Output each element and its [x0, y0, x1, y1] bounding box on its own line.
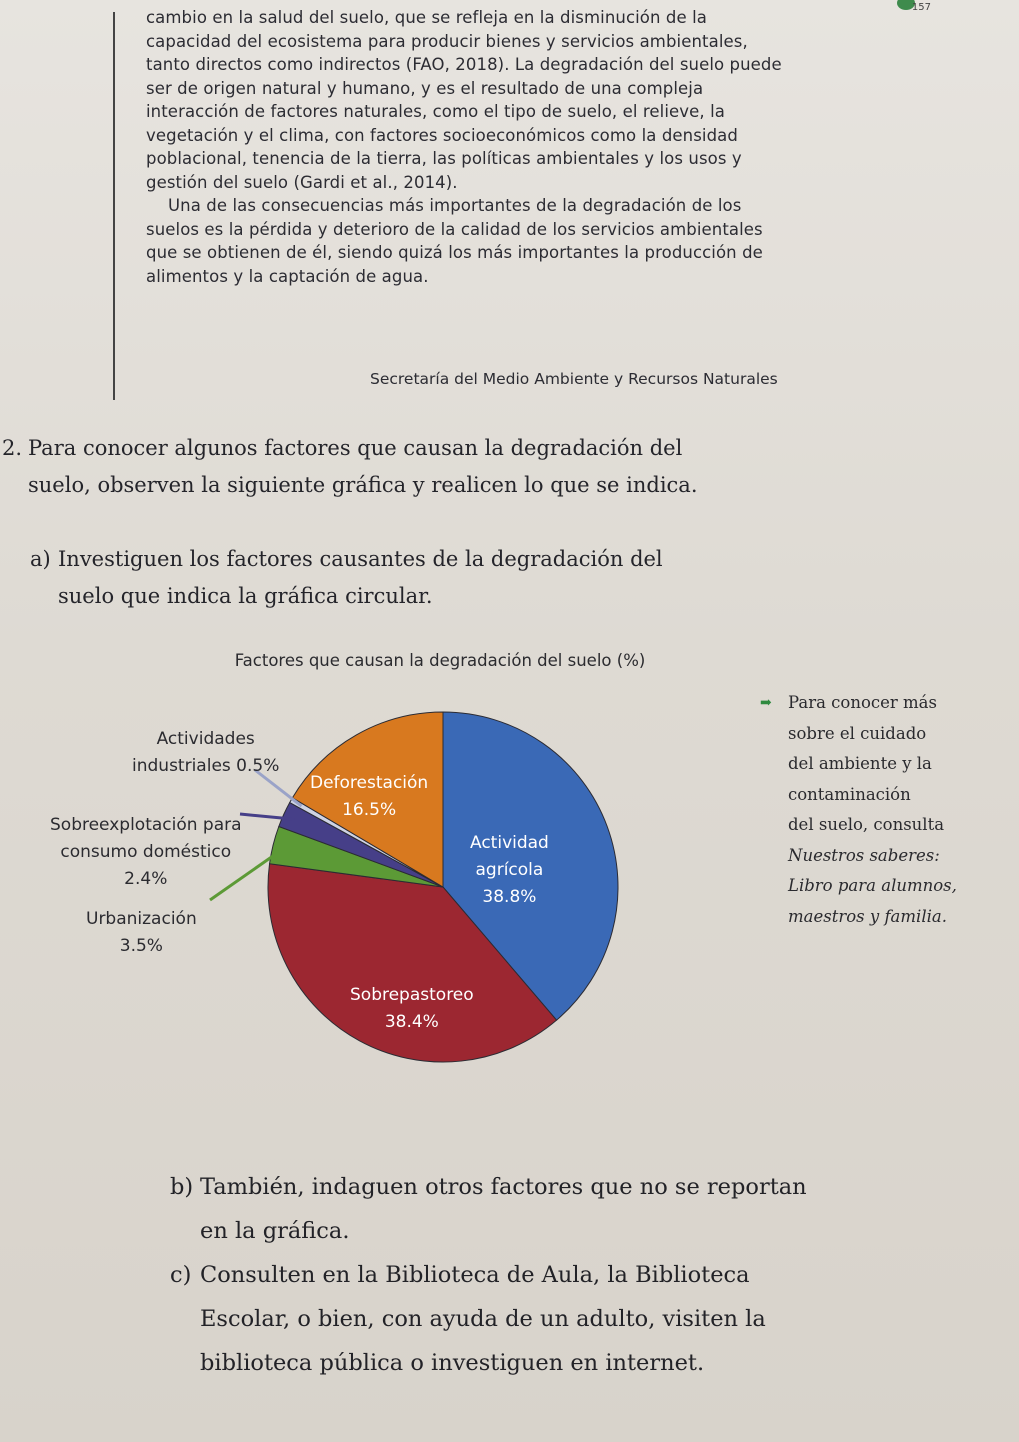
quote-source: Secretaría del Medio Ambiente y Recursos Naturales — [370, 370, 778, 388]
page-number: 157 — [911, 2, 931, 13]
pie-label-sobreexplotacion: Sobreexplotación para consumo doméstico 2.4% — [50, 815, 242, 889]
activity-intro: Para conocer algunos factores que causan la degradación del suelo, observen la siguiente gráfica y realicen lo que se indica. — [28, 436, 698, 497]
chart-title: Factores que causan la degradación del suelo (%) — [234, 651, 646, 670]
arrow-right-icon: ➡ — [760, 695, 772, 711]
item-a-text: Investiguen los factores causantes de la degradación del suelo que indica la gráfica circular. — [58, 547, 663, 608]
sidenote-box: ➡ Para conocer más sobre el cuidado del ambiente y la contaminación del suelo, consulta Nuestros saberes: Libro para alumnos, maestros y familia. — [760, 688, 990, 932]
quote-paragraph-1: cambio en la salud del suelo, que se refleja en la disminución de la capacidad del ecosistema para producir bienes y servicios ambientales, tanto directos como indirectos (FAO, 2018). La degradación del suelo puede ser de origen natural y humano, y es el resultado de una compleja interacción de factores naturales, como el tipo de suelo, el relieve, la vegetación y el clima, con factores socioeconómicos como la densidad poblacional, tenencia de la tierra, las políticas ambientales y los usos y gestión del suelo (Gardi et al., 2014). — [146, 8, 782, 192]
pie-label-sobrepastoreo: Sobrepastoreo 38.4% — [350, 985, 474, 1032]
pie-label-actividades-industriales: Actividades industriales 0.5% — [132, 729, 280, 776]
pie-label-urbanizacion: Urbanización 3.5% — [86, 909, 197, 956]
activity-item-a — [30, 541, 690, 615]
activity-items-bc — [170, 1165, 810, 1385]
pie-label-actividad-agricola: Actividad agrícola 38.8% — [470, 833, 549, 907]
item-a-letter: a) — [30, 547, 51, 571]
activity-item-c: c) Consulten en la Biblioteca de Aula, la Biblioteca Escolar, o bien, con ayuda de un adulto, visiten la biblioteca pública o investiguen en internet. — [170, 1262, 766, 1376]
activity-number: 2. — [2, 436, 23, 460]
quote-paragraph-2: Una de las consecuencias más importantes de la degradación de los suelos es la pérdida y deterioro de la calidad de los servicios ambientales que se obtienen de él, siendo quizá los más importantes la producción de alimentos y la captación de agua. — [146, 196, 763, 286]
quote-rule — [113, 12, 115, 400]
quote-block — [146, 6, 786, 288]
activity-item-b: b) También, indaguen otros factores que no se reportan en la gráfica. — [170, 1174, 807, 1244]
pie-label-deforestacion: Deforestación 16.5% — [310, 773, 429, 820]
